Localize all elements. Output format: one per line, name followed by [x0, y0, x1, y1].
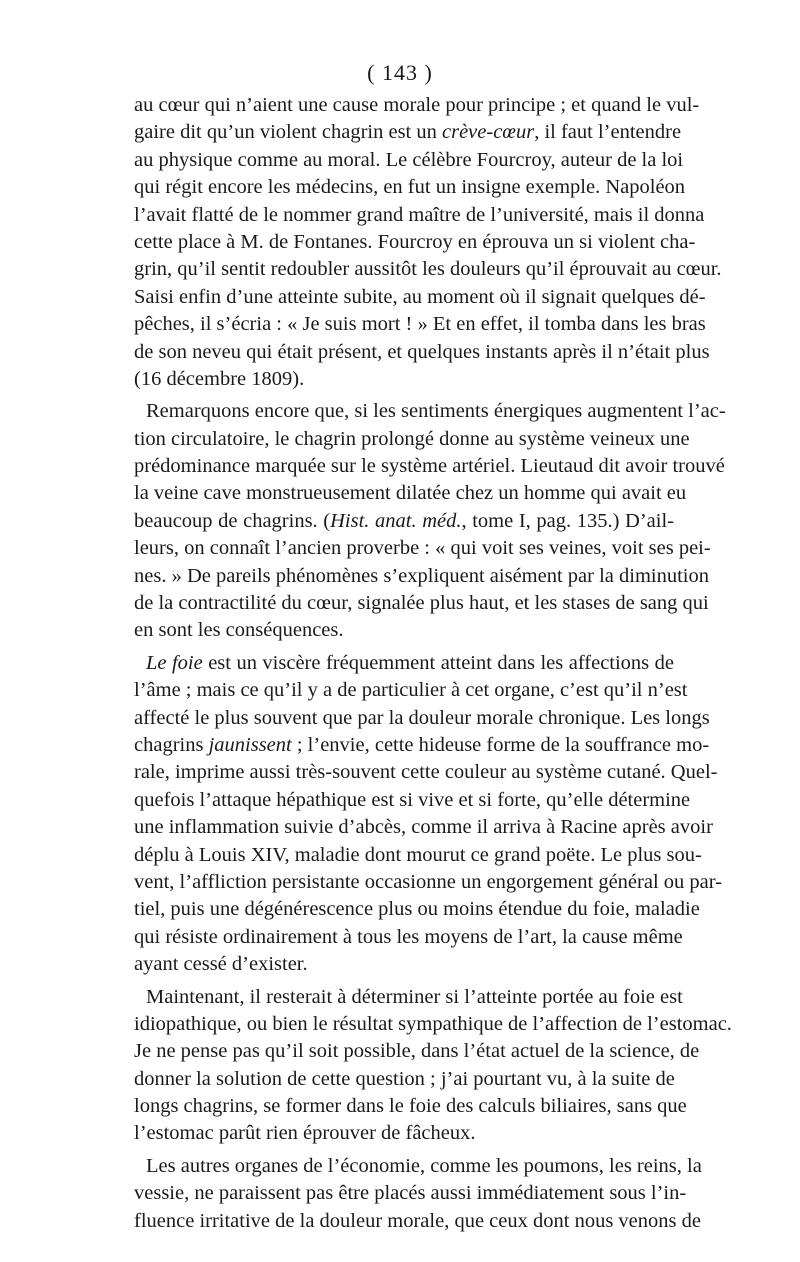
text-line: leurs, on connaît l’ancien proverbe : « qui voit ses veines, voit ses pei- [134, 537, 711, 560]
text-line: Le foie est un viscère fréquemment atteint dans les affections de [146, 651, 674, 674]
text-line: une inflammation suivie d’abcès, comme il arriva à Racine après avoir [134, 816, 713, 839]
text-line: rale, imprime aussi très-souvent cette couleur au système cutané. Quel- [134, 761, 718, 784]
text-line: de son neveu qui était présent, et quelques instants après il n’était plus [134, 340, 710, 363]
text-line: grin, qu’il sentit redoubler aussitôt les douleurs qu’il éprouvait au cœur. [134, 258, 722, 281]
text-line: Maintenant, il resterait à déterminer si l’atteinte portée au foie est [146, 985, 683, 1008]
text-line: déplu à Louis XIV, maladie dont mourut ce grand poëte. Le plus sou- [134, 843, 702, 866]
text-line: vessie, ne paraissent pas être placés aussi immédiatement sous l’in- [134, 1182, 687, 1205]
text-line: beaucoup de chagrins. (Hist. anat. méd., tome I, pag. 135.) D’ail- [134, 509, 674, 532]
text-line: longs chagrins, se former dans le foie des calculs biliaires, sans que [134, 1095, 687, 1118]
text-line: Je ne pense pas qu’il soit possible, dans l’état actuel de la science, de [134, 1040, 700, 1063]
text-line: pêches, il s’écria : « Je suis mort ! » Et en effet, il tomba dans les bras [134, 313, 706, 336]
text-line: quefois l’attaque hépathique est si vive et si forte, qu’elle détermine [134, 788, 691, 811]
text-line: fluence irritative de la douleur morale, que ceux dont nous venons de [134, 1209, 701, 1232]
text-line: prédominance marquée sur le système artériel. Lieutaud dit avoir trouvé [134, 455, 725, 478]
text-line: nes. » De pareils phénomènes s’expliquent aisément par la diminution [134, 564, 709, 587]
text-line: idiopathique, ou bien le résultat sympathique de l’affection de l’estomac. [134, 1012, 732, 1035]
text-line: l’estomac parût rien éprouver de fâcheux. [134, 1122, 476, 1145]
paragraph-2 [134, 398, 726, 645]
text-line: l’âme ; mais ce qu’il y a de particulier à cet organe, c’est qu’il n’est [134, 679, 688, 702]
text-line: chagrins jaunissent ; l’envie, cette hideuse forme de la souffrance mo- [134, 733, 710, 756]
text-line: au cœur qui n’aient une cause morale pour principe ; et quand le vul- [134, 94, 700, 116]
paragraph-5 [134, 1153, 702, 1235]
text-line: tion circulatoire, le chagrin prolongé donne au système veineux une [134, 427, 690, 450]
italic-span: Hist. anat. méd. [330, 509, 462, 532]
text-line: qui résiste ordinairement à tous les moyens de l’art, la cause même [134, 925, 683, 948]
text-line: gaire dit qu’un violent chagrin est un crève-cœur, il faut l’entendre [134, 121, 682, 144]
text-line: vent, l’affliction persistante occasionne un engorgement général ou par- [134, 870, 722, 893]
text-line: tiel, puis une dégénérescence plus ou moins étendue du foie, maladie [134, 898, 700, 921]
text-line: en sont les conséquences. [134, 619, 344, 642]
paragraph-1 [134, 92, 722, 393]
page-number: ( 143 ) [367, 60, 433, 85]
text-line: au physique comme au moral. Le célèbre Fourcroy, auteur de la loi [134, 148, 684, 171]
text-line: donner la solution de cette question ; j’ai pourtant vu, à la suite de [134, 1067, 675, 1090]
paragraph-4 [134, 984, 732, 1148]
text-line: la veine cave monstrueusement dilatée chez un homme qui avait eu [134, 482, 687, 505]
paragraph-3 [134, 650, 722, 979]
text-line: Remarquons encore que, si les sentiments énergiques augmentent l’ac- [146, 400, 726, 423]
italic-span: crève-cœur [442, 121, 535, 144]
text-line: l’avait flatté de le nommer grand maître de l’université, mais il donna [134, 203, 705, 226]
italic-span: Le foie [146, 651, 203, 674]
text-line: ayant cessé d’exister. [134, 953, 308, 976]
text-line: affecté le plus souvent que par la douleur morale chronique. Les longs [134, 706, 710, 729]
italic-span: jaunissent [208, 733, 292, 756]
body-text [134, 92, 732, 1235]
text-line: Saisi enfin d’une atteinte subite, au moment où il signait quelques dé- [134, 285, 706, 308]
text-line: de la contractilité du cœur, signalée plus haut, et les stases de sang qui [134, 592, 709, 615]
text-line: cette place à M. de Fontanes. Fourcroy en éprouva un si violent cha- [134, 230, 696, 253]
text-line: qui régit encore les médecins, en fut un insigne exemple. Napoléon [134, 176, 686, 199]
text-line: Les autres organes de l’économie, comme les poumons, les reins, la [146, 1154, 702, 1177]
text-line: (16 décembre 1809). [134, 367, 305, 390]
